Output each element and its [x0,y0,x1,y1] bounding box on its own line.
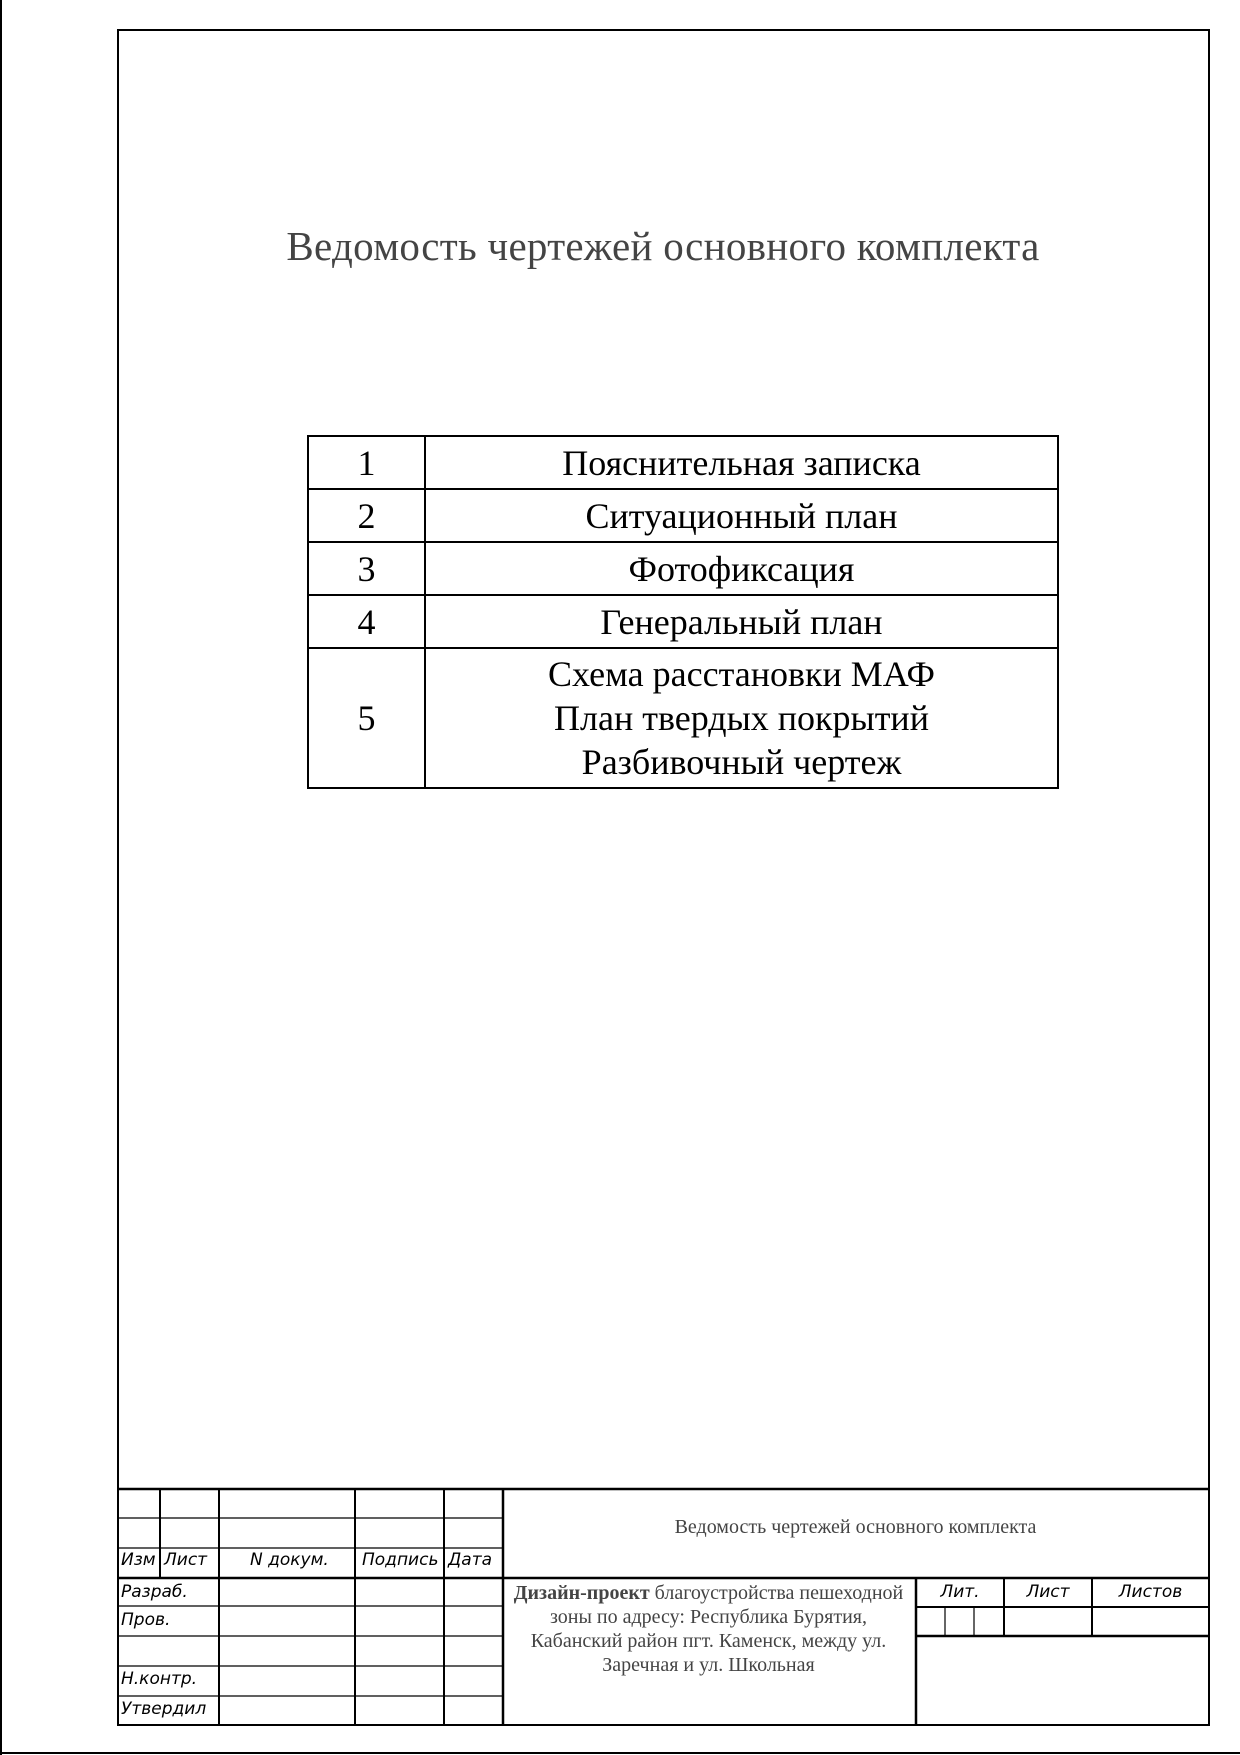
drawing-name-line: План твердых покрытий [554,698,929,738]
drawing-number: 3 [308,542,425,595]
drawing-number: 2 [308,489,425,542]
drawing-name [425,542,1058,595]
drawing-name [425,436,1058,489]
page-edge-left [0,0,2,1755]
header-list: Лист [164,1550,208,1570]
table-row [308,542,1058,595]
drawing-name-line: Схема расстановки МАФ [548,654,935,694]
drawing-name-line: Разбивочный чертеж [581,742,902,782]
header-izm: Изм [121,1550,156,1570]
header-data: Дата [448,1550,493,1570]
lit-label: Лит. [940,1582,980,1602]
drawing-name-line: Генеральный план [600,601,883,642]
drawing-name-line: Ситуационный план [585,495,898,536]
table-row [308,489,1058,542]
project-title-bold: Дизайн-проект [513,1582,650,1604]
block-sheet-title: Ведомость чертежей основного комплекта [674,1516,1037,1538]
page-edge-bottom [0,1752,1240,1754]
drawing-name [425,595,1058,648]
role-razrab: Разраб. [121,1582,188,1602]
table-row [308,648,1058,788]
document-title: Ведомость чертежей основного комплекта [286,223,1040,269]
project-address: благоустройства пешеходной зоны по адресу: Республика Бурятия, Кабанский район пгт. Каменск, между ул. Заречная и ул. Школьная [530,1582,904,1676]
drawing-number: 1 [308,436,425,489]
drawing-name-line: Фотофиксация [628,548,855,589]
role-n-kontr: Н.контр. [121,1669,198,1689]
drawings-table [307,435,1059,789]
role-prov: Пров. [121,1610,171,1630]
drawing-number: 5 [308,648,425,788]
table-row [308,436,1058,489]
drawing-name-line: Пояснительная записка [562,442,921,483]
drawing-number: 4 [308,595,425,648]
role-utverdil: Утвердил [121,1699,207,1719]
list-label: Лист [1026,1582,1070,1602]
listov-label: Листов [1118,1582,1183,1602]
drawing-frame [117,29,1210,1726]
header-podpis: Подпись [362,1550,439,1570]
drawing-name [425,489,1058,542]
table-row [308,595,1058,648]
drawing-name [425,648,1058,788]
header-n-dokum: N докум. [250,1550,329,1570]
